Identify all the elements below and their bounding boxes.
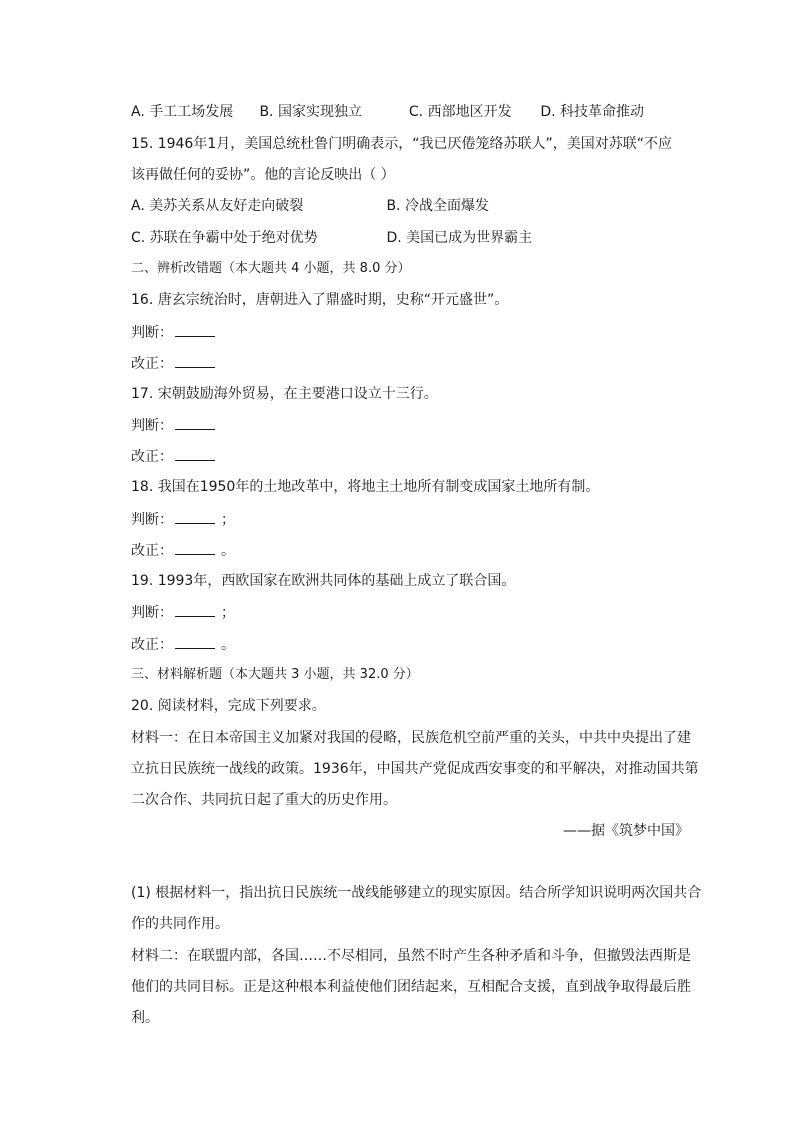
section2-title: 二、辨析改错题（本大题共 4 小题，共 8.0 分） — [131, 261, 411, 276]
q19-stem: 19. 1993年，西欧国家在欧洲共同体的基础上成立了联合国。 — [131, 573, 516, 589]
q20-material2-line1: 材料二：在联盟内部，各国……不尽相同，虽然不时产生各种矛盾和斗争，但撤毁法西斯是 — [131, 948, 691, 964]
q18-judge-label: 判断： — [131, 512, 173, 528]
q17-correct-blank[interactable] — [175, 446, 215, 461]
q18-correct-row — [131, 540, 235, 561]
q20-stem: 20. 阅读材料，完成下列要求。 — [131, 698, 326, 714]
q15-options-row2 — [131, 228, 532, 248]
q14-option-a: A. 手工工场发展 — [131, 104, 234, 120]
q14-option-b: B. 国家实现独立 — [259, 104, 362, 120]
q15-option-b: B. 冷战全面爆发 — [386, 198, 489, 214]
q18-correct-suffix: 。 — [221, 543, 235, 559]
q19-correct-row — [131, 634, 235, 655]
q19-correct-suffix: 。 — [221, 637, 235, 653]
section3-title: 三、材料解析题（本大题共 3 小题，共 32.0 分） — [131, 667, 419, 682]
q15-stem-line1: 15. 1946年1月，美国总统杜鲁门明确表示，“我已厌倦笼络苏联人”，美国对苏联“不应 — [131, 136, 673, 152]
q17-judge-blank[interactable] — [175, 415, 215, 430]
q18-judge-suffix: ； — [221, 512, 235, 528]
q19-judge-blank[interactable] — [175, 602, 215, 617]
q17-correct-row — [131, 446, 215, 467]
q15-option-d: D. 美国已成为世界霸主 — [386, 230, 533, 246]
q16-judge-blank[interactable] — [175, 322, 215, 337]
q20-material1-line3: 二次合作、共同抗日起了重大的历史作用。 — [131, 792, 397, 808]
q19-correct-label: 改正： — [131, 637, 173, 653]
q19-judge-row — [131, 602, 235, 623]
q14-option-c: C. 西部地区开发 — [408, 104, 512, 120]
q20-material1-line1: 材料一：在日本帝国主义加紧对我国的侵略，民族危机空前严重的关头，中共中央提出了建 — [131, 730, 691, 746]
q20-material1-line2: 立抗日民族统一战线的政策。1936年，中国共产党促成西安事变的和平解决，对推动国共第 — [131, 761, 699, 777]
q18-stem: 18. 我国在1950年的土地改革中，将地主土地所有制变成国家土地所有制。 — [131, 479, 600, 495]
q20-material2-line2: 他们的共同目标。正是这种根本利益使他们团结起来，互相配合支援，直到战争取得最后胜 — [131, 979, 691, 995]
q19-correct-blank[interactable] — [175, 634, 215, 649]
q16-correct-label: 改正： — [131, 356, 173, 372]
q18-judge-blank[interactable] — [175, 509, 215, 524]
q15-options-row1 — [131, 196, 489, 216]
q19-judge-label: 判断： — [131, 605, 173, 621]
q20-material2-line3: 利。 — [131, 1010, 159, 1026]
q16-correct-row — [131, 353, 215, 374]
q17-judge-label: 判断： — [131, 418, 173, 434]
q20-sub1-line2: 作的共同作用。 — [131, 916, 229, 932]
q14-option-d: D. 科技革命推动 — [540, 104, 645, 120]
q20-material1-source: ——据《筑梦中国》 — [563, 823, 689, 839]
q16-judge-row — [131, 322, 215, 343]
q19-judge-suffix: ； — [221, 605, 235, 621]
q16-correct-blank[interactable] — [175, 353, 215, 368]
q14-options — [131, 102, 644, 122]
q17-judge-row — [131, 415, 215, 436]
q16-stem: 16. 唐玄宗统治时，唐朝进入了鼎盛时期，史称“开元盛世”。 — [131, 292, 509, 308]
q20-sub1-line1: (1) 根据材料一，指出抗日民族统一战线能够建立的现实原因。结合所学知识说明两次国共合 — [131, 885, 702, 901]
q17-stem: 17. 宋朝鼓励海外贸易，在主要港口设立十三行。 — [131, 386, 438, 402]
q16-judge-label: 判断： — [131, 325, 173, 341]
q18-correct-blank[interactable] — [175, 540, 215, 555]
q15-stem-line2: 该再做任何的妥协”。他的言论反映出（ ） — [131, 167, 395, 183]
q17-correct-label: 改正： — [131, 449, 173, 465]
q18-judge-row — [131, 509, 235, 530]
q18-correct-label: 改正： — [131, 543, 173, 559]
q15-option-a: A. 美苏关系从友好走向破裂 — [131, 198, 304, 214]
q15-option-c: C. 苏联在争霸中处于绝对优势 — [131, 230, 318, 246]
